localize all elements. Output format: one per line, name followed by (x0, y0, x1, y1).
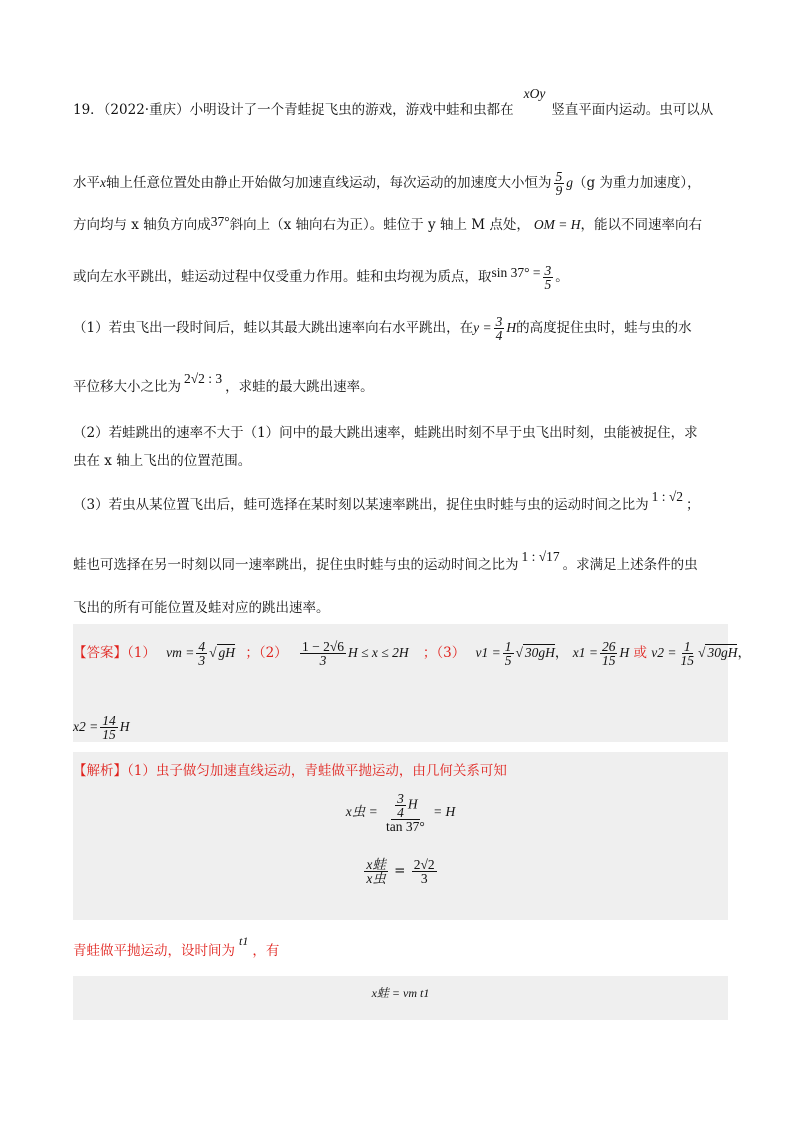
frog-line (73, 934, 280, 962)
math-range: H ≤ x ≤ 2H (348, 645, 409, 660)
equals: = (394, 863, 406, 879)
fraction-numerator: 3 (544, 263, 552, 278)
problem-text: 斜向上（x 轴向右为正）。蛙位于 y 轴上 M 点处， (229, 217, 530, 233)
math-v2: v2 = (651, 645, 677, 660)
fraction-numerator: 4 (198, 639, 206, 654)
math-h: H (119, 719, 130, 734)
math-x-frog: x蛙 = vm t1 (371, 986, 430, 1000)
fraction (384, 792, 427, 833)
answer-part-1: （1） (127, 645, 156, 661)
problem-line-3 (73, 214, 702, 236)
math-x1: x1 = (572, 645, 598, 660)
fraction-numerator: 1 (504, 639, 512, 654)
fraction-denominator: tan 37° (385, 819, 425, 834)
equation-3 (73, 984, 728, 1001)
fraction-denominator: 5 (504, 653, 512, 668)
question-3-line-2 (73, 549, 698, 576)
math-vm: vm = (166, 645, 195, 660)
answer-part-2: （2） (258, 645, 288, 661)
fraction (300, 640, 346, 667)
fraction-denominator: 4 (397, 805, 404, 820)
separator: ； (245, 645, 259, 661)
math-h: H (407, 796, 418, 812)
fraction-denominator: 4 (495, 328, 503, 343)
problem-text: （g 为重力加速度）， (573, 175, 701, 191)
math-sin: sin 37° = (491, 265, 541, 280)
problem-text: ，能以不同速率向右 (580, 217, 702, 233)
problem-line-4 (73, 264, 569, 291)
question-text: 蛙也可选择在另一时刻以同一速率跳出，捉住虫时蛙与虫的运动时间之比为 (73, 557, 519, 573)
separator: ； (422, 645, 437, 661)
math-x2: x2 = (73, 719, 99, 734)
math-h: H (506, 320, 517, 335)
problem-text: 19．（2022·重庆）小明设计了一个青蛙捉飞虫的游戏，游戏中蛙和虫都在 (73, 102, 514, 118)
math-root: 30gH (707, 645, 738, 660)
question-text: （3）若虫从某位置飞出后，蛙可选择在某时刻以某速率跳出，捉住虫时蛙与虫的运动时间之比为 (73, 497, 649, 513)
problem-text: 竖直平面内运动。虫可以从 (551, 102, 714, 118)
math-rhs: = H (433, 804, 456, 819)
question-text: ，求蛙的最大跳出速率。 (225, 379, 374, 395)
answer-line-2 (73, 714, 129, 741)
math-t1: t1 (239, 934, 249, 948)
math-x: x (100, 175, 106, 190)
math-x-bug: x虫 = (345, 804, 378, 819)
fraction-denominator: 15 (601, 653, 616, 668)
fraction (364, 858, 388, 885)
fraction (100, 714, 118, 741)
or-text: 或 (633, 645, 647, 661)
math-h: H (619, 645, 630, 660)
fraction-denominator: 3 (420, 871, 428, 886)
question-3-line-1 (73, 489, 700, 516)
fraction-numerator: 5 (555, 169, 563, 184)
fraction-numerator: 1 − 2√6 (301, 639, 345, 654)
question-text: ； (686, 497, 700, 513)
math-root: gH (218, 645, 236, 660)
math-ratio: 1 : √2 (651, 489, 684, 504)
fraction-denominator: 3 (319, 653, 327, 668)
fraction-denominator: 15 (102, 727, 116, 742)
problem-text: 轴上任意位置处由静止开始做匀加速直线运动，每次运动的加速度大小恒为 (106, 175, 552, 191)
answer-label: 【答案】 (73, 645, 127, 661)
problem-line-2 (73, 170, 701, 197)
fraction-denominator: 9 (555, 183, 563, 198)
question-text: （1）若虫飞出一段时间后，蛙以其最大跳出速率向右水平跳出，在 (73, 320, 474, 336)
question-text: 的高度捉住虫时，蛙与虫的水 (516, 320, 692, 336)
math-y: y = (473, 320, 492, 335)
problem-text: 。 (555, 269, 569, 285)
analysis-text: （1）虫子做匀加速直线运动，青蛙做平抛运动，由几何关系可知 (127, 763, 507, 779)
fraction-numerator: 1 (683, 639, 691, 654)
fraction (679, 640, 697, 667)
fraction-denominator: x虫 (366, 871, 386, 886)
question-3-line-3: 飞出的所有可能位置及蛙对应的跳出速率。 (73, 600, 330, 616)
math-om: OM = H (533, 217, 581, 232)
fraction-numerator: 3 (397, 791, 404, 806)
question-1-line-1 (73, 315, 692, 342)
separator: ， (554, 645, 569, 661)
math-angle: 37° (210, 214, 230, 229)
answer-part-3: （3） (436, 645, 466, 661)
question-text: 。求满足上述条件的虫 (562, 557, 698, 573)
math-g: g (566, 175, 573, 190)
question-text: 平位移大小之比为 (73, 379, 181, 395)
fraction-numerator (391, 792, 420, 820)
equation-2 (73, 858, 728, 885)
fraction-numerator: 14 (102, 713, 116, 728)
math-ratio: 2√2 : 3 (184, 371, 223, 386)
math-v1: v1 = (475, 645, 501, 660)
fraction (412, 858, 437, 885)
fraction (600, 640, 618, 667)
math-root: 30gH (524, 645, 555, 660)
problem-line-1 (73, 86, 714, 121)
math-xoy: xOy (523, 86, 546, 101)
fraction-numerator: 26 (601, 639, 616, 654)
separator: ， (737, 645, 751, 661)
fraction-denominator: 3 (198, 653, 206, 668)
fraction (503, 640, 514, 667)
fraction-3-4 (494, 315, 505, 342)
fraction-5-9 (554, 170, 565, 197)
analysis-line-1 (73, 760, 507, 782)
fraction-denominator: 15 (680, 653, 695, 668)
equation-1 (73, 792, 728, 833)
fraction-denominator: 5 (544, 277, 552, 292)
fraction-inner (395, 792, 406, 819)
answer-line-1: 【答案】（1） vm = $\frac{4}{3}$ √ gH ；（2） $\frac{1 - 2√6}{3}$ H ≤ x ≤ 2H ；（3） v1 = $\frac{1}{5}$ √ 30gH， x1 = $\frac{26}{15}$ H 或 v2 = $\frac{1}{15}$ √ 30gH， (73, 639, 751, 668)
fraction-3-5 (543, 264, 554, 291)
fraction-numerator: 3 (495, 314, 503, 329)
math-ratio: 1 : √17 (521, 549, 560, 564)
question-2-line-1: （2）若蛙跳出的速率不大于（1）问中的最大跳出速率，蛙跳出时刻不早于虫飞出时刻，虫能被捉住，求 (73, 425, 698, 441)
question-1-line-2 (73, 371, 374, 398)
problem-text: 或向左水平跳出，蛙运动过程中仅受重力作用。蛙和虫均视为质点，取 (73, 269, 492, 285)
problem-text: 水平 (73, 175, 100, 191)
analysis-text: 青蛙做平抛运动，设时间为 (73, 943, 235, 959)
question-2-line-2: 虫在 x 轴上飞出的位置范围。 (73, 453, 252, 469)
problem-text: 方向均与 x 轴负方向成 (73, 217, 211, 233)
fraction-numerator: 2√2 (413, 857, 435, 872)
analysis-label: 【解析】 (73, 763, 127, 779)
analysis-text: ，有 (252, 943, 280, 959)
fraction (196, 640, 207, 667)
fraction-numerator: x蛙 (366, 857, 386, 872)
